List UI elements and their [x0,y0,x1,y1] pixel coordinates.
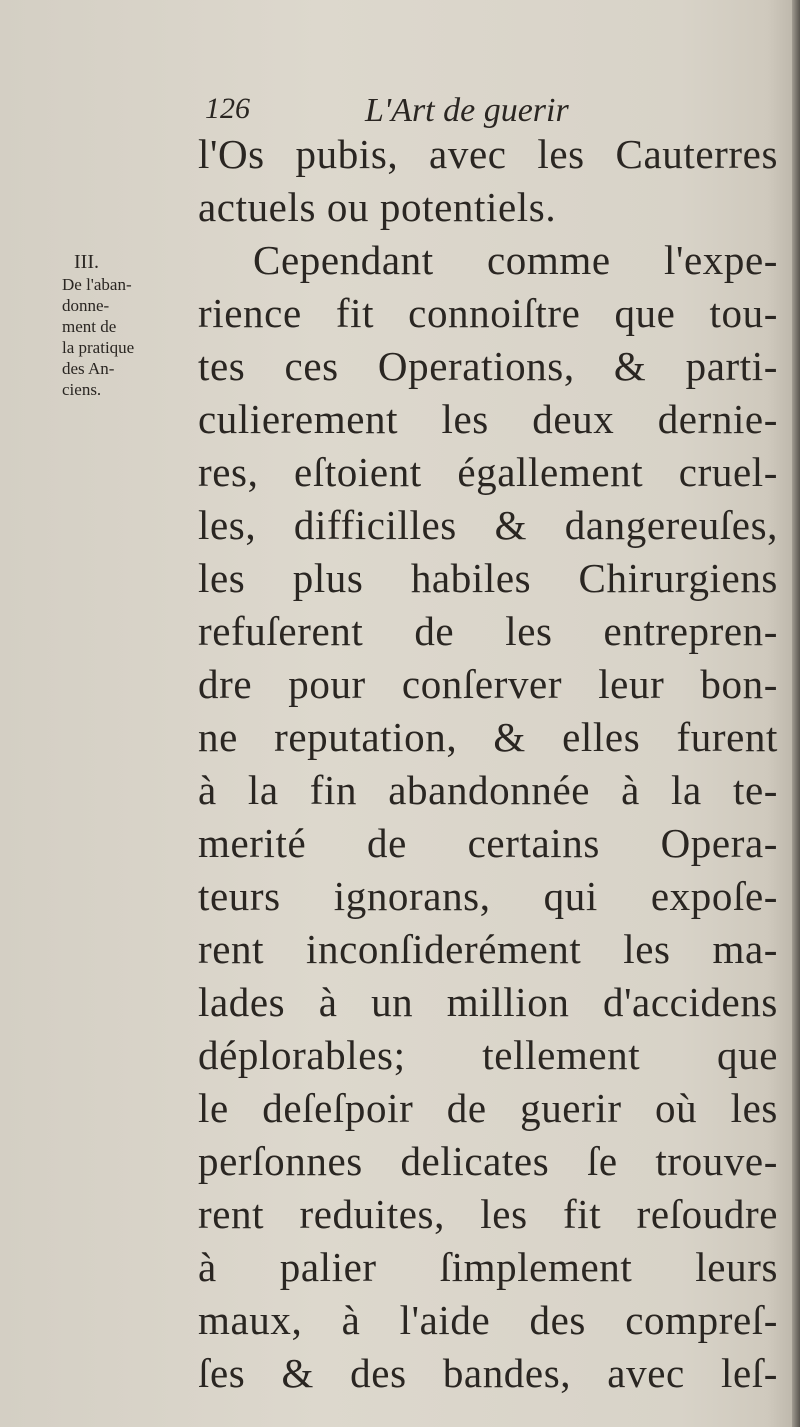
text-line: rent reduites, les fit reſoudre [198,1191,778,1237]
text-line: merité de certains Opera- [198,820,778,866]
marginal-line: la pratique [62,338,135,357]
marginal-line: De l'aban- [62,275,132,294]
page-edge-shadow [792,0,800,1427]
text-line: actuels ou potentiels. [198,184,557,230]
text-line: ſes & des bandes, avec leſ- [198,1350,778,1396]
marginal-numeral: III. [74,251,99,273]
marginal-line: donne- [62,296,110,315]
text-line: ne reputation, & elles furent [198,714,778,760]
text-line: le deſeſpoir de guerir où les [198,1085,778,1131]
marginal-note [62,250,192,400]
text-line: déplorables; tellement que [198,1032,778,1078]
text-line: tes ces Operations, & parti- [198,343,778,389]
marginal-line: des An- [62,359,115,378]
text-line: à la fin abandonnée à la te- [198,767,778,813]
text-line: perſonnes delicates ſe trouve- [198,1138,778,1184]
text-line: res, eſtoient égallement cruel- [198,449,778,495]
body-text [198,128,778,1400]
text-line: l'Os pubis, avec les Cauterres [198,131,778,177]
page-number: 126 [205,92,250,125]
text-line: lades à un million d'accidens [198,979,778,1025]
running-title: L'Art de guerir [365,92,569,129]
text-line: dre pour conſerver leur bon- [198,661,778,707]
text-line: rience fit connoiſtre que tou- [198,290,778,336]
marginal-line: ment de [62,317,117,336]
text-line: teurs ignorans, qui expoſe- [198,873,778,919]
text-line: maux, à l'aide des compreſ- [198,1297,778,1343]
text-line: rent inconſiderément les ma- [198,926,778,972]
text-line: les plus habiles Chirurgiens [198,555,778,601]
text-line: Cependant comme l'expe- [253,237,778,283]
text-line: culierement les deux dernie- [198,396,778,442]
text-line: refuſerent de les entrepren- [198,608,778,654]
marginal-line: ciens. [62,380,102,399]
text-line: les, difficilles & dangereuſes, [198,502,778,548]
text-line: à palier ſimplement leurs [198,1244,778,1290]
